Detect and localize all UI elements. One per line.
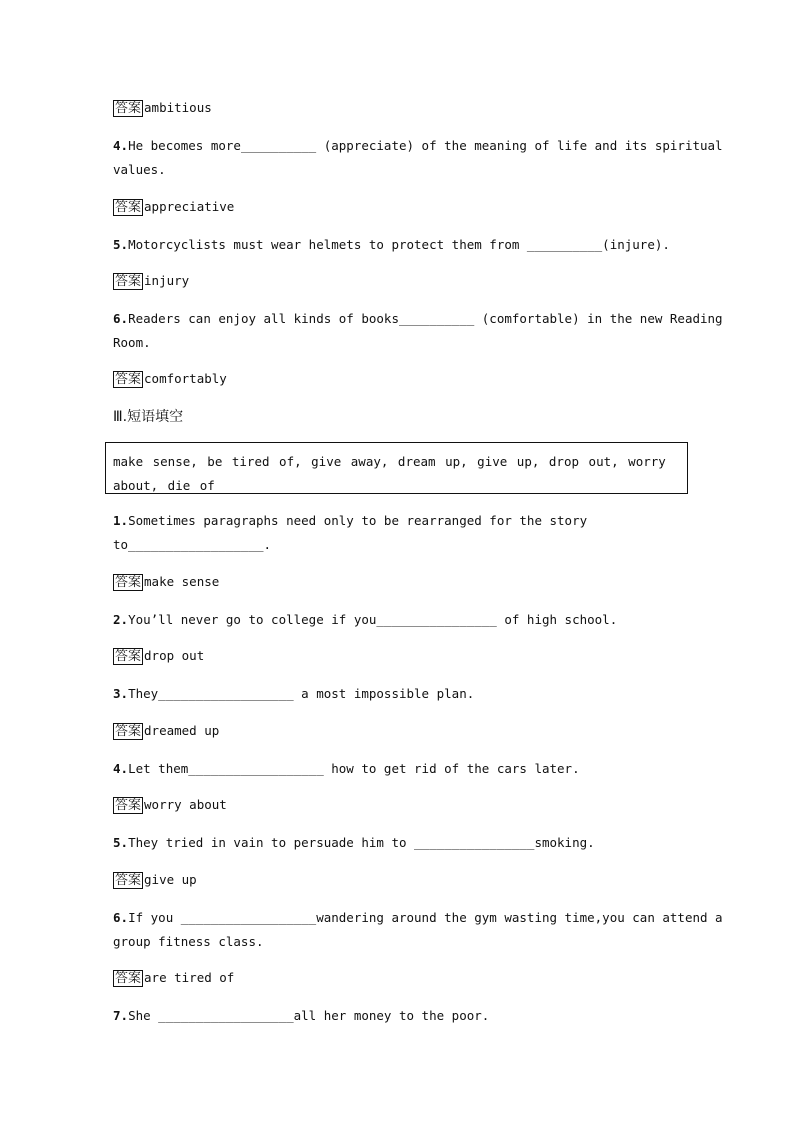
question-text: They__________________ a most impossible plan.: [128, 686, 475, 701]
answer-line: [113, 872, 197, 889]
question-line-cont: to__________________.: [113, 537, 272, 552]
question-line: [113, 835, 595, 851]
answer-text: are tired of: [144, 970, 235, 985]
question-text: He becomes more__________ (appreciate) of the meaning of life and its spiritual: [128, 138, 723, 153]
question-number: 5.: [113, 835, 129, 850]
question-number: 7.: [113, 1008, 129, 1023]
answer-text: drop out: [144, 648, 205, 663]
answer-tag: 答案: [115, 724, 142, 739]
answer-text: make sense: [144, 574, 220, 589]
answer-text: injury: [144, 273, 190, 288]
question-line: [113, 761, 580, 777]
question-number: 3.: [113, 686, 129, 701]
question-text: Sometimes paragraphs need only to be rearranged for the story: [128, 513, 588, 528]
question-text: Motorcyclists must wear helmets to protect them from __________(injure).: [128, 237, 670, 252]
section-heading: Ⅲ.短语填空: [113, 409, 184, 425]
question-text: Readers can enjoy all kinds of books__________ (comfortable) in the new Reading: [128, 311, 723, 326]
question-line: [113, 910, 723, 926]
question-number: 4.: [113, 138, 129, 153]
answer-line: [113, 797, 227, 814]
question-text: She __________________all her money to the poor.: [128, 1008, 490, 1023]
answer-tag: 答案: [115, 873, 142, 888]
answer-line: [113, 723, 219, 740]
answer-text: appreciative: [144, 199, 235, 214]
question-number: 4.: [113, 761, 129, 776]
answer-line: [113, 199, 234, 216]
question-number: 5.: [113, 237, 129, 252]
question-line: [113, 138, 723, 154]
answer-text: comfortably: [144, 371, 227, 386]
question-line-cont: Room.: [113, 335, 151, 350]
question-number: 1.: [113, 513, 129, 528]
question-line: [113, 1008, 489, 1024]
question-number: 6.: [113, 311, 129, 326]
question-number: 6.: [113, 910, 129, 925]
question-line: [113, 311, 723, 327]
word-bank-text: make sense, be tired of, give away, dream up, give up, drop out, worry about, die of: [113, 454, 666, 493]
answer-text: worry about: [144, 797, 227, 812]
answer-text: give up: [144, 872, 197, 887]
question-line: [113, 612, 617, 628]
answer-text: dreamed up: [144, 723, 220, 738]
answer-tag: 答案: [115, 274, 142, 289]
question-text: They tried in vain to persuade him to ________________smoking.: [128, 835, 595, 850]
answer-tag: 答案: [115, 101, 142, 116]
question-line-cont: values.: [113, 162, 166, 177]
question-text: You’ll never go to college if you________________ of high school.: [128, 612, 618, 627]
answer-tag: 答案: [115, 575, 142, 590]
answer-line: [113, 371, 227, 388]
answer-text: ambitious: [144, 100, 212, 115]
question-line: [113, 237, 670, 253]
answer-line: [113, 273, 189, 290]
answer-line: [113, 648, 204, 665]
word-bank-box: [105, 442, 688, 494]
answer-tag: 答案: [115, 971, 142, 986]
answer-line: [113, 574, 219, 591]
question-line-cont: group fitness class.: [113, 934, 264, 949]
answer-tag: 答案: [115, 798, 142, 813]
answer-tag: 答案: [115, 200, 142, 215]
answer-tag: 答案: [115, 649, 142, 664]
answer-line: [113, 100, 212, 117]
question-number: 2.: [113, 612, 129, 627]
question-text: Let them__________________ how to get rid of the cars later.: [128, 761, 580, 776]
answer-tag: 答案: [115, 372, 142, 387]
question-line: [113, 513, 587, 529]
question-line: [113, 686, 474, 702]
question-text: If you __________________wandering around the gym wasting time,you can attend a: [128, 910, 723, 925]
answer-line: [113, 970, 234, 987]
